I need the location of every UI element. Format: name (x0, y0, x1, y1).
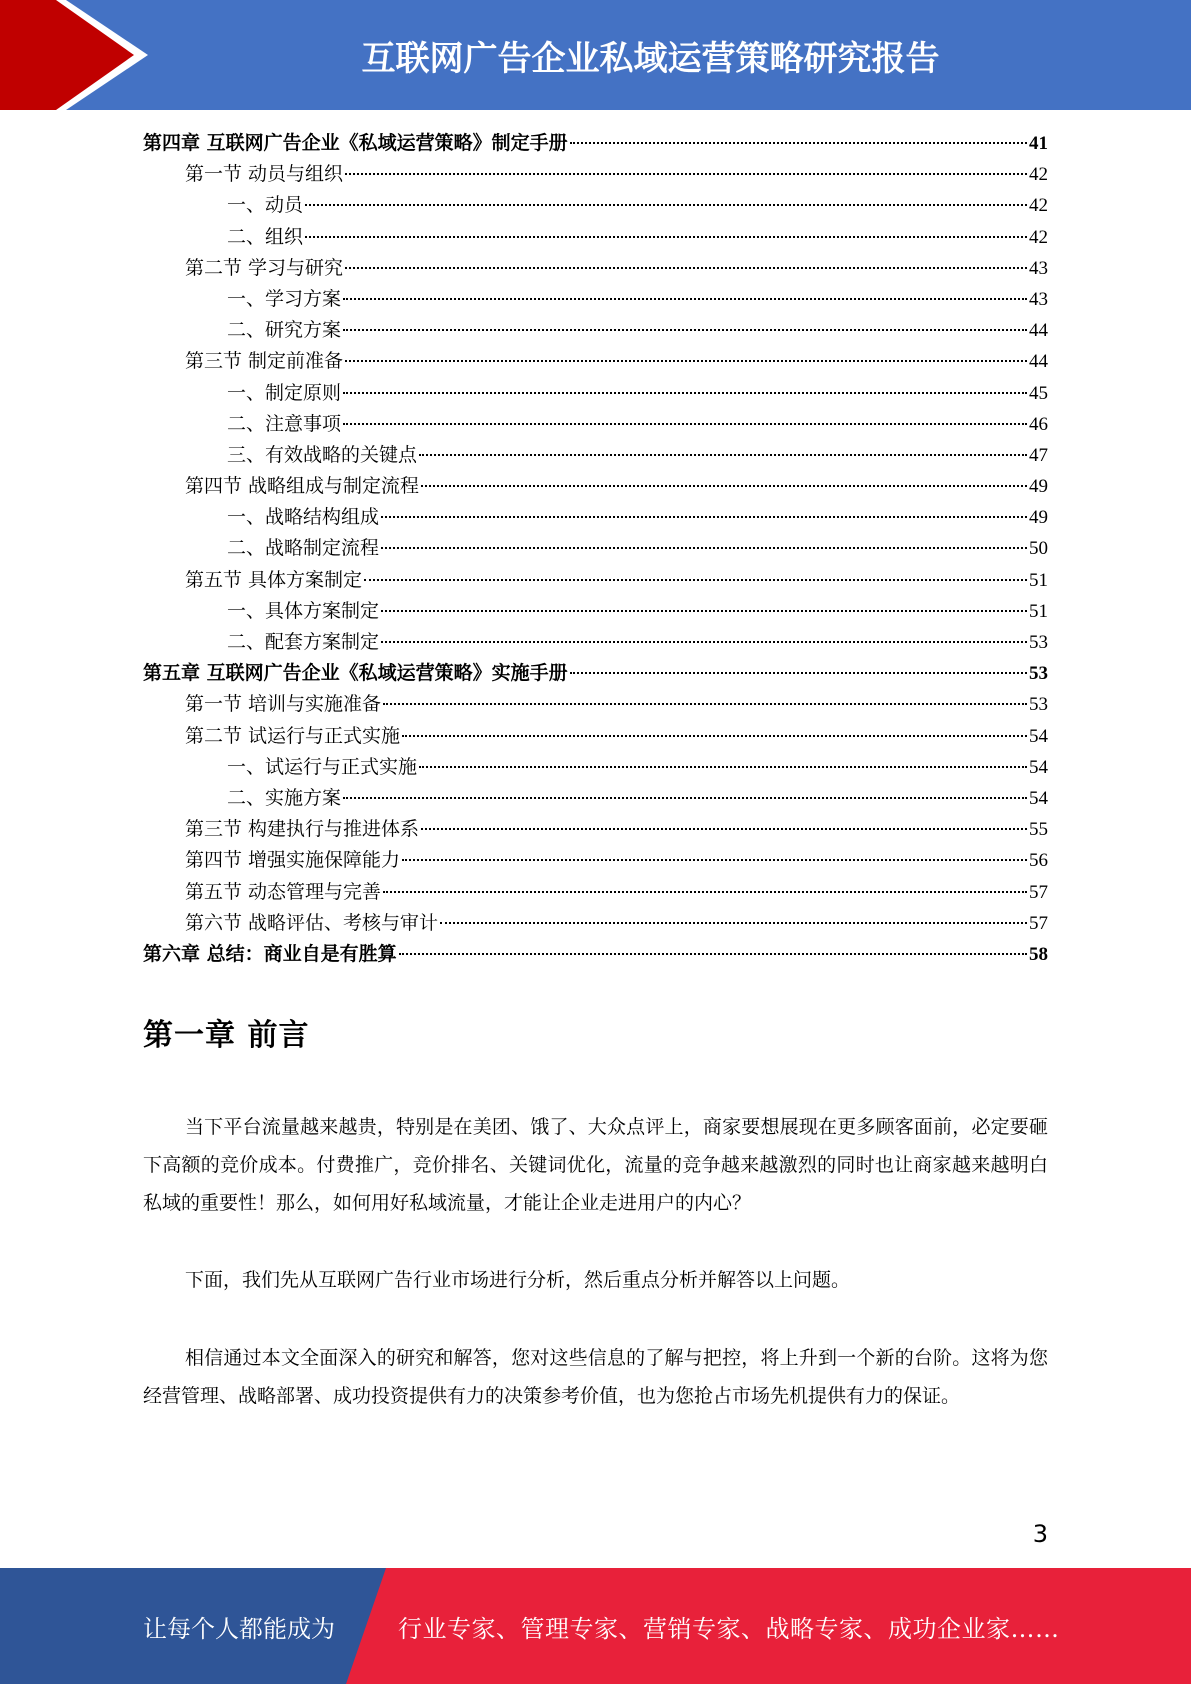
toc-entry-label: 三、有效战略的关键点 (227, 443, 418, 466)
toc-entry-label: 二、注意事项 (227, 412, 342, 435)
toc-entry-label: 二、组织 (227, 225, 304, 248)
toc-entry-label: 第一节 培训与实施准备 (185, 693, 382, 716)
toc-entry[interactable] (143, 783, 1048, 814)
toc-entry[interactable] (143, 440, 1048, 471)
toc-entry[interactable] (143, 565, 1048, 596)
toc-entry-page: 53 (1029, 632, 1048, 653)
page-header (0, 0, 1191, 110)
toc-entry[interactable] (143, 502, 1048, 533)
toc-entry[interactable] (143, 814, 1048, 845)
toc-dot-leader (570, 672, 1027, 674)
toc-entry-page: 57 (1029, 912, 1048, 934)
toc-dot-leader (383, 703, 1027, 705)
toc-dot-leader (305, 236, 1027, 238)
toc-entry[interactable] (143, 845, 1048, 876)
toc-entry-page: 43 (1029, 257, 1048, 279)
toc-entry[interactable] (143, 627, 1048, 658)
toc-entry-label: 一、试运行与正式实施 (227, 755, 418, 778)
toc-dot-leader (381, 547, 1027, 549)
toc-dot-leader (364, 579, 1027, 581)
chapter-heading: 第一章 前言 (143, 1018, 310, 1053)
toc-entry-page: 55 (1029, 819, 1048, 841)
toc-entry-page: 45 (1029, 382, 1048, 404)
toc-entry-label: 第五章 互联网广告企业《私域运营策略》实施手册 (143, 662, 568, 685)
toc-dot-leader (570, 142, 1027, 144)
toc-dot-leader (440, 922, 1027, 924)
toc-entry[interactable] (143, 284, 1048, 315)
toc-entry-page: 42 (1029, 164, 1048, 186)
toc-entry-page: 44 (1029, 320, 1048, 342)
toc-entry-label: 二、研究方案 (227, 319, 342, 342)
report-title: 互联网广告企业私域运营策略研究报告 (361, 38, 940, 79)
toc-entry-page: 42 (1029, 226, 1048, 248)
toc-entry-label: 第三节 制定前准备 (185, 350, 344, 373)
toc-dot-leader (345, 173, 1027, 175)
toc-dot-leader (305, 204, 1027, 206)
toc-dot-leader (421, 828, 1027, 830)
body-paragraph-3: 相信通过本文全面深入的研究和解答，您对这些信息的了解与把控，将上升到一个新的台阶。这将为您经营管理、战略部署、成功投资提供有力的决策参考价值，也为您抢占市场先机提供有力的保证。 (143, 1347, 1048, 1407)
toc-dot-leader (343, 329, 1027, 331)
toc-dot-leader (345, 267, 1027, 269)
toc-dot-leader (421, 485, 1027, 487)
toc-entry-label: 二、实施方案 (227, 786, 342, 809)
toc-dot-leader (383, 891, 1027, 893)
toc-entry-label: 一、具体方案制定 (227, 599, 380, 622)
toc-entry-label: 第四章 互联网广告企业《私域运营策略》制定手册 (143, 132, 568, 154)
body-paragraph-1: 当下平台流量越来越贵，特别是在美团、饿了、大众点评上，商家要想展现在更多顾客面前，必定要砸下高额的竞价成本。付费推广，竞价排名、关键词优化，流量的竞争越来越激烈的同时也让商家越来越明白私域的重要性！那么，如何用好私域流量，才能让企业走进用户的内心？ (143, 1116, 1048, 1214)
toc-entry[interactable] (143, 409, 1048, 440)
toc-entry[interactable] (143, 378, 1048, 409)
toc-entry-label: 第六章 总结：商业自是有胜算 (143, 942, 397, 965)
toc-dot-leader (419, 454, 1027, 456)
toc-entry[interactable] (143, 596, 1048, 627)
toc-entry-page: 54 (1029, 787, 1048, 809)
toc-entry-page: 47 (1029, 444, 1048, 466)
toc-entry-page: 58 (1029, 943, 1048, 965)
toc-entry[interactable] (143, 190, 1048, 221)
toc-entry[interactable] (143, 253, 1048, 284)
page-number: 3 (1032, 1520, 1048, 1548)
toc-entry-label: 第四节 增强实施保障能力 (185, 849, 401, 872)
toc-entry[interactable] (143, 315, 1048, 346)
toc-dot-leader (343, 298, 1027, 300)
toc-entry[interactable] (143, 222, 1048, 253)
toc-entry-page: 49 (1029, 476, 1048, 498)
toc-entry-page: 54 (1029, 725, 1048, 747)
toc-entry-page: 46 (1029, 413, 1048, 435)
header-arrow-decoration (0, 0, 160, 110)
toc-entry-label: 第六节 战略评估、考核与审计 (185, 911, 439, 934)
toc-entry-page: 51 (1029, 600, 1048, 622)
toc-entry-page: 57 (1029, 881, 1048, 903)
toc-entry-page: 44 (1029, 351, 1048, 373)
toc-dot-leader (402, 735, 1027, 737)
toc-entry-label: 一、动员 (227, 194, 304, 217)
toc-entry-label: 第三节 构建执行与推进体系 (185, 818, 420, 841)
toc-entry-label: 二、战略制定流程 (227, 537, 380, 560)
toc-dot-leader (343, 423, 1027, 425)
toc-entry-label: 一、制定原则 (227, 381, 342, 404)
toc-entry-page: 41 (1029, 133, 1048, 154)
toc-entry-label: 第二节 试运行与正式实施 (185, 724, 401, 747)
toc-entry[interactable] (143, 346, 1048, 377)
toc-entry[interactable] (143, 471, 1048, 502)
toc-entry[interactable] (143, 877, 1048, 908)
toc-entry[interactable] (143, 689, 1048, 720)
toc-entry[interactable] (143, 159, 1048, 190)
toc-entry-page: 42 (1029, 195, 1048, 217)
toc-dot-leader (402, 859, 1027, 861)
toc-entry[interactable] (143, 752, 1048, 783)
toc-entry-page: 49 (1029, 507, 1048, 529)
toc-entry-label: 第一节 动员与组织 (185, 163, 344, 186)
toc-entry-page: 50 (1029, 538, 1048, 560)
toc-dot-leader (345, 360, 1027, 362)
table-of-contents (143, 128, 1048, 970)
toc-entry-label: 一、战略结构组成 (227, 506, 380, 529)
toc-entry[interactable] (143, 533, 1048, 564)
toc-entry-label: 第五节 具体方案制定 (185, 568, 363, 591)
toc-entry-label: 第四节 战略组成与制定流程 (185, 475, 420, 498)
toc-entry-page: 51 (1029, 569, 1048, 591)
toc-entry-label: 第五节 动态管理与完善 (185, 880, 382, 903)
page-footer (0, 1568, 1191, 1684)
toc-entry[interactable] (143, 721, 1048, 752)
toc-entry-page: 43 (1029, 288, 1048, 310)
toc-dot-leader (381, 516, 1027, 518)
toc-entry[interactable] (143, 908, 1048, 939)
toc-entry-label: 第二节 学习与研究 (185, 256, 344, 279)
toc-entry-page: 53 (1029, 663, 1048, 685)
toc-entry-page: 53 (1029, 694, 1048, 716)
toc-entry[interactable] (143, 939, 1048, 970)
toc-entry-page: 54 (1029, 756, 1048, 778)
toc-dot-leader (381, 641, 1027, 643)
toc-entry-label: 一、学习方案 (227, 287, 342, 310)
body-paragraph-2: 下面，我们先从互联网广告行业市场进行分析，然后重点分析并解答以上问题。 (185, 1269, 851, 1291)
toc-entry-page: 56 (1029, 850, 1048, 872)
toc-dot-leader (343, 797, 1027, 799)
toc-dot-leader (381, 610, 1027, 612)
toc-dot-leader (419, 766, 1027, 768)
toc-entry[interactable] (143, 658, 1048, 689)
toc-entry-label: 二、配套方案制定 (227, 631, 380, 653)
footer-slogan-right: 行业专家、管理专家、营销专家、战略专家、成功企业家…… (398, 1614, 1060, 1643)
footer-slogan-left: 让每个人都能成为 (143, 1614, 335, 1643)
toc-entry[interactable] (143, 128, 1048, 159)
toc-dot-leader (399, 953, 1027, 955)
toc-dot-leader (343, 392, 1027, 394)
